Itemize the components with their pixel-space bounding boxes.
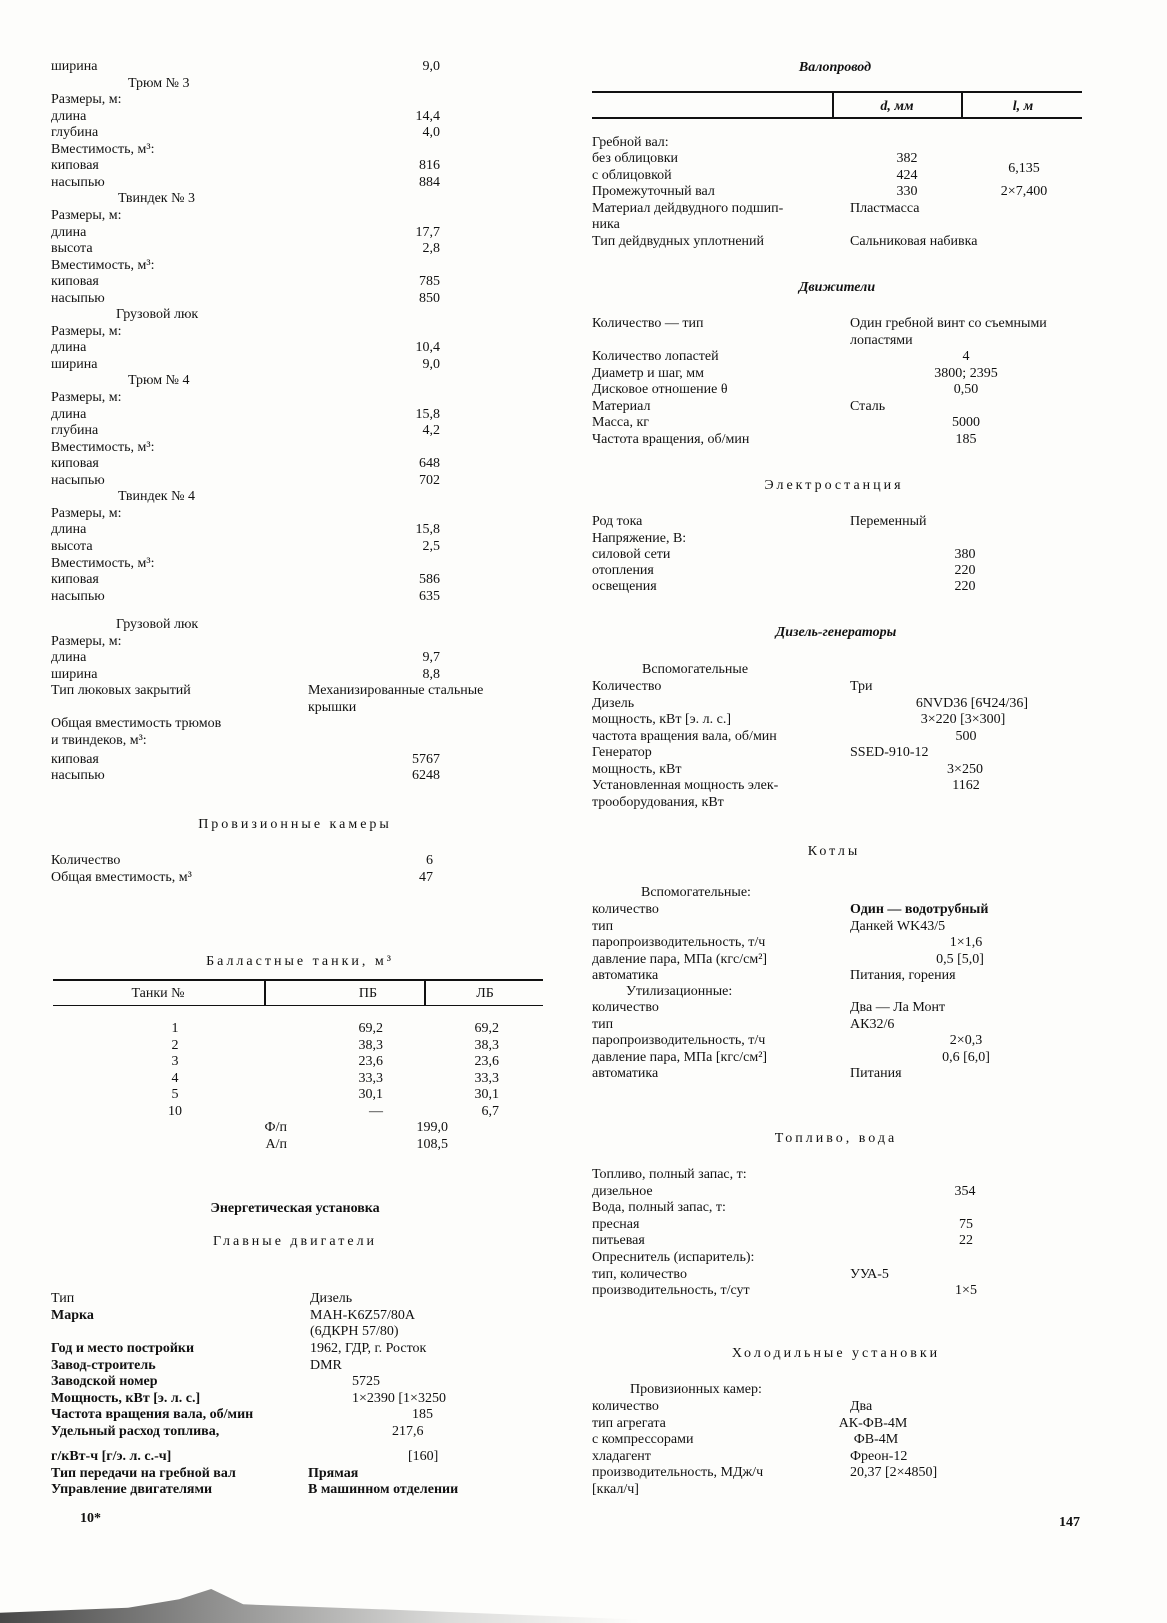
ballast-table-header-rule — [53, 1005, 543, 1006]
row-value: 185 — [412, 1407, 433, 1422]
table-total-value: 108,5 — [416, 1137, 448, 1152]
row-value: 4 — [962, 349, 970, 364]
row-value: 5000 — [952, 415, 980, 430]
row-label: Размеры, м: — [51, 390, 122, 405]
row-value: 3×250 — [947, 762, 983, 777]
row-label: Размеры, м: — [51, 633, 122, 649]
row-value: [160] — [408, 1449, 439, 1464]
row-value: Переменный — [850, 514, 927, 529]
row-label: Количество — [51, 853, 121, 868]
row-label: тип — [592, 1016, 614, 1032]
row-label: Вместимость, м³: — [51, 141, 155, 157]
row-value: Сталь — [850, 399, 886, 414]
row-label: Тип люковых закрытий — [51, 683, 191, 699]
row-value-d: 424 — [896, 168, 918, 183]
table-cell-tank: 4 — [171, 1070, 179, 1086]
row-label: пресная — [592, 1216, 640, 1232]
row-value: 0,6 [6,0] — [942, 1049, 990, 1065]
row-value: 1962, ГДР, г. Росток — [310, 1341, 427, 1356]
propulsors-title: Движители — [798, 280, 876, 295]
row-label: количество — [592, 902, 659, 917]
row-value-l: 6,135 — [1008, 161, 1040, 176]
row-value: УУА-5 — [850, 1266, 889, 1282]
ballast-col-divider — [264, 979, 266, 1006]
row-label: Материал — [592, 399, 651, 414]
row-value-text: Механизированные стальные — [308, 683, 484, 699]
row-label: киповая — [51, 274, 99, 290]
row-value: 10,4 — [415, 340, 440, 356]
row-label: ширина — [51, 59, 98, 74]
row-label: без облицовки — [592, 151, 679, 166]
row-label: ширина — [51, 666, 98, 682]
row-label: Мощность, кВт [э. л. с.] — [51, 1391, 201, 1406]
row-label: Вместимость, м³: — [51, 257, 155, 273]
shaft-table-header-rule — [592, 117, 1082, 119]
section-subheading: Грузовой люк — [116, 307, 199, 323]
row-label: Установленная мощность элек- — [592, 778, 779, 793]
row-value: 3×220 [3×300] — [920, 712, 1006, 727]
table-cell-lb: 6,7 — [481, 1104, 499, 1119]
refrigeration-title: Холодильные установки — [731, 1346, 941, 1361]
row-value: 380 — [954, 547, 976, 562]
row-label: силовой сети — [592, 547, 671, 562]
row-value: Прямая — [308, 1466, 359, 1481]
row-label: Опреснитель (испаритель): — [592, 1250, 755, 1265]
ballast-table-top-rule — [53, 979, 543, 981]
row-label: длина — [51, 522, 87, 538]
row-value: 5767 — [412, 751, 440, 767]
table-total-value: 199,0 — [416, 1120, 448, 1135]
row-value: Питания, горения — [850, 968, 956, 984]
row-label: насыпью — [51, 472, 105, 488]
row-label: с компрессорами — [592, 1432, 694, 1447]
row-value: 22 — [959, 1233, 973, 1249]
row-value: 0,50 — [953, 382, 979, 397]
row-value: В машинном отделении — [308, 1482, 459, 1497]
row-value: Один гребной винт со съемными — [850, 316, 1047, 331]
table-header: Танки № — [131, 986, 185, 1001]
diesel-generators-title: Дизель-генераторы — [775, 625, 897, 640]
row-value-l: 2×7,400 — [1000, 184, 1048, 199]
row-label: Завод-строитель — [51, 1358, 156, 1373]
row-label: высота — [51, 241, 93, 257]
row-value-text: крышки — [308, 699, 357, 715]
row-value: Два — [850, 1399, 873, 1414]
row-value: 4,0 — [422, 125, 440, 141]
table-cell-lb: 69,2 — [474, 1021, 499, 1036]
boilers-title: Котлы — [807, 844, 861, 859]
row-label: с облицовкой — [592, 168, 672, 183]
row-value: 9,0 — [422, 356, 440, 372]
row-label: Управление двигателями — [51, 1482, 213, 1497]
row-label: Общая вместимость, м³ — [51, 870, 192, 885]
row-label: насыпью — [51, 768, 105, 784]
row-label: Гребной вал: — [592, 135, 669, 150]
row-label: Напряжение, В: — [592, 531, 687, 546]
row-value: Один — водотрубный — [850, 902, 989, 917]
row-label: глубина — [51, 423, 99, 439]
row-label: Материал дейдвудного подшип- — [592, 201, 784, 216]
row-value: 2,5 — [422, 538, 440, 554]
shaft-col-divider — [961, 91, 963, 118]
row-value: 9,0 — [422, 59, 440, 74]
table-cell-pb: 33,3 — [358, 1070, 383, 1086]
row-label: Генератор — [592, 745, 652, 760]
row-label: Размеры, м: — [51, 323, 122, 339]
row-label: Размеры, м: — [51, 505, 122, 521]
table-total-label: Ф/п — [264, 1120, 287, 1135]
row-label: паропроизводительность, т/ч — [592, 935, 766, 951]
row-label: хладагент — [592, 1448, 651, 1464]
row-label: киповая — [51, 158, 99, 174]
row-value: 500 — [955, 729, 977, 744]
row-value: лопастями — [850, 333, 913, 348]
row-label: производительность, МДж/ч — [592, 1465, 764, 1480]
row-value: Три — [850, 679, 873, 694]
table-header: l, м — [1012, 99, 1034, 114]
row-label: Тип дейдвудных уплотнений — [592, 234, 765, 249]
row-value: АК32/6 — [850, 1016, 895, 1032]
row-value: 850 — [419, 290, 440, 306]
row-value: (6ДКРН 57/80) — [310, 1324, 399, 1339]
row-value: 1×2390 [1×3250 — [352, 1391, 446, 1406]
row-label: автоматика — [592, 1066, 659, 1082]
row-value: 1×1,6 — [949, 935, 983, 951]
row-value: 4,2 — [422, 423, 440, 439]
section-subheading: Твиндек № 3 — [118, 191, 195, 207]
main-engines-title: Главные двигатели — [212, 1234, 378, 1249]
row-value: 185 — [955, 432, 977, 447]
row-label: киповая — [51, 751, 99, 767]
row-value: АК-ФВ-4М — [838, 1415, 908, 1431]
row-value: 6NVD36 [6Ч24/36] — [915, 696, 1029, 711]
row-label: Дизель — [592, 696, 635, 711]
row-label: [ккал/ч] — [592, 1481, 639, 1497]
row-value: 220 — [954, 563, 976, 578]
row-label: длина — [51, 340, 87, 356]
row-value: 816 — [419, 158, 440, 174]
row-value: 0,5 [5,0] — [936, 951, 984, 967]
row-label: высота — [51, 538, 93, 554]
table-cell-pb: 38,3 — [358, 1037, 383, 1053]
section-subheading: Провизионных камер: — [630, 1382, 762, 1397]
row-value: Пластмасса — [850, 201, 920, 216]
table-cell-lb: 33,3 — [474, 1070, 499, 1086]
row-label: мощность, кВт — [592, 762, 682, 777]
power-station-title: Электростанция — [764, 478, 904, 493]
row-label: отопления — [592, 563, 654, 578]
row-value: 648 — [419, 456, 440, 472]
section-subheading: Твиндек № 4 — [118, 489, 195, 505]
row-label: Род тока — [592, 514, 643, 529]
row-label: Размеры, м: — [51, 92, 122, 108]
row-label: Дисковое отношение θ — [592, 382, 728, 397]
row-label: количество — [592, 1399, 659, 1414]
section-subheading: Вспомогательные — [642, 662, 749, 677]
table-cell-pb: 30,1 — [358, 1087, 383, 1103]
row-value: 5725 — [352, 1374, 380, 1389]
ballast-title: Балластные танки, м³ — [206, 954, 394, 969]
row-label: насыпью — [51, 290, 105, 306]
row-value: 15,8 — [415, 406, 440, 422]
table-cell-lb: 23,6 — [474, 1054, 499, 1070]
table-cell-tank: 10 — [168, 1104, 182, 1119]
row-value: 8,8 — [422, 666, 440, 682]
row-label: освещения — [592, 579, 657, 594]
row-label: Вместимость, м³: — [51, 555, 155, 571]
row-label: Частота вращения, об/мин — [592, 432, 750, 447]
row-value: 6 — [426, 853, 433, 868]
row-label: насыпью — [51, 588, 105, 604]
row-label: Размеры, м: — [51, 207, 122, 223]
row-label: киповая — [51, 572, 99, 588]
table-cell-lb: 38,3 — [474, 1037, 499, 1053]
section-subheading: Грузовой люк — [116, 617, 199, 633]
row-label: дизельное — [592, 1183, 653, 1199]
row-value: Сальниковая набивка — [850, 234, 978, 249]
section-subheading: Трюм № 4 — [128, 373, 190, 389]
table-cell-pb: — — [369, 1104, 383, 1119]
page-number: 147 — [1059, 1515, 1080, 1530]
row-label: Общая вместимость трюмов — [51, 716, 222, 732]
fuel-water-title: Топливо, вода — [774, 1131, 898, 1146]
row-label: Год и место постройки — [51, 1341, 195, 1356]
row-value: 1×5 — [955, 1283, 977, 1299]
shaft-title: Валопровод — [798, 60, 872, 75]
section-subheading: Трюм № 3 — [128, 75, 190, 91]
provision-title: Провизионные камеры — [198, 817, 392, 832]
table-cell-tank: 1 — [171, 1021, 179, 1036]
row-value: MAH-K6Z57/80A — [310, 1308, 415, 1323]
row-label: Заводской номер — [51, 1374, 158, 1389]
scan-smudge — [0, 1589, 640, 1623]
row-label: Промежуточный вал — [592, 184, 715, 199]
row-value-d: 330 — [896, 184, 918, 199]
row-label: производительность, т/сут — [592, 1283, 750, 1299]
row-value: 884 — [419, 174, 440, 190]
row-label: г/кВт-ч [г/э. л. с.-ч] — [51, 1449, 172, 1464]
row-label: количество — [592, 1000, 659, 1015]
row-label: Количество лопастей — [592, 349, 719, 364]
row-value: 15,8 — [415, 522, 440, 538]
row-label: длина — [51, 406, 87, 422]
row-label: питьевая — [592, 1233, 645, 1249]
row-value: 220 — [954, 579, 976, 594]
table-cell-tank: 5 — [171, 1087, 179, 1103]
ballast-col-divider — [424, 979, 426, 1006]
row-label: Масса, кг — [592, 415, 650, 430]
row-value: DMR — [310, 1358, 342, 1373]
row-label: ника — [592, 217, 620, 232]
row-label: мощность, кВт [э. л. с.] — [592, 712, 731, 727]
row-value: 47 — [419, 870, 433, 885]
row-label: тип, количество — [592, 1266, 687, 1282]
table-cell-lb: 30,1 — [474, 1087, 499, 1103]
row-value: 17,7 — [415, 224, 440, 240]
row-label: давление пара, МПа [кгс/см²] — [592, 1049, 768, 1065]
row-label: и твиндеков, м³: — [51, 733, 147, 748]
table-cell-tank: 2 — [171, 1037, 179, 1053]
row-label: автоматика — [592, 968, 659, 984]
table-header: ПБ — [358, 986, 378, 1001]
row-value: 2,8 — [422, 241, 440, 257]
row-label: Вместимость, м³: — [51, 439, 155, 455]
row-label: паропроизводительность, т/ч — [592, 1033, 766, 1049]
row-value: Питания — [850, 1066, 902, 1082]
row-label: Тип — [51, 1291, 75, 1306]
table-cell-pb: 69,2 — [358, 1021, 383, 1036]
row-label: Марка — [51, 1308, 94, 1323]
row-value: 6248 — [412, 768, 440, 784]
row-label: Удельный расход топлива, — [51, 1424, 220, 1439]
row-label: глубина — [51, 125, 99, 141]
row-value: 785 — [419, 274, 440, 290]
row-value: Два — Ла Монт — [850, 1000, 946, 1015]
row-label: Количество — тип — [592, 316, 704, 331]
row-value: 9,7 — [422, 650, 440, 666]
row-label: длина — [51, 108, 87, 124]
table-header: d, мм — [880, 99, 914, 114]
shaft-table-top-rule — [592, 91, 1082, 93]
table-total-label: А/п — [265, 1137, 287, 1152]
row-value: 20,37 [2×4850] — [850, 1465, 938, 1480]
row-label: длина — [51, 650, 87, 666]
row-value: Фреон-12 — [850, 1448, 908, 1464]
row-value: 75 — [959, 1216, 973, 1232]
row-value: Дизель — [310, 1291, 353, 1306]
shaft-col-divider — [832, 91, 834, 118]
power-plant-title: Энергетическая установка — [210, 1201, 380, 1216]
table-cell-tank: 3 — [171, 1054, 179, 1070]
row-label: насыпью — [51, 174, 105, 190]
row-value: SSED-910-12 — [850, 745, 929, 760]
row-label: трооборудования, кВт — [592, 795, 724, 810]
row-label: Тип передачи на гребной вал — [51, 1466, 236, 1481]
row-label: тип — [592, 918, 614, 934]
row-label: Частота вращения вала, об/мин — [51, 1407, 254, 1422]
row-label: Вода, полный запас, т: — [592, 1200, 726, 1216]
row-value: 3800; 2395 — [934, 366, 998, 381]
row-value: 354 — [954, 1183, 976, 1199]
row-label: Количество — [592, 679, 662, 694]
row-label: длина — [51, 224, 87, 240]
page-signature-mark: 10* — [80, 1511, 101, 1526]
row-value: 702 — [419, 472, 440, 488]
row-label: киповая — [51, 456, 99, 472]
row-label: ширина — [51, 356, 98, 372]
row-value: 2×0,3 — [949, 1033, 983, 1049]
table-cell-pb: 23,6 — [358, 1054, 383, 1070]
row-label: тип агрегата — [592, 1415, 666, 1431]
table-header: ЛБ — [476, 986, 494, 1001]
row-value: 217,6 — [392, 1424, 424, 1439]
row-value: Данкей WK43/5 — [850, 918, 946, 934]
row-label: Диаметр и шаг, мм — [592, 366, 704, 381]
row-label: частота вращения вала, об/мин — [592, 729, 777, 744]
section-subheading: Вспомогательные: — [641, 885, 751, 900]
row-label: Топливо, полный запас, т: — [592, 1167, 747, 1182]
section-subheading: Утилизационные: — [626, 984, 733, 999]
row-value: 635 — [419, 588, 440, 604]
row-value: 1162 — [952, 778, 980, 793]
row-value: ФВ-4М — [853, 1432, 899, 1447]
row-value: 586 — [419, 572, 440, 588]
row-value: 14,4 — [415, 108, 440, 124]
row-value-d: 382 — [896, 151, 918, 166]
row-label: давление пара, МПа (кгс/см²] — [592, 951, 768, 967]
